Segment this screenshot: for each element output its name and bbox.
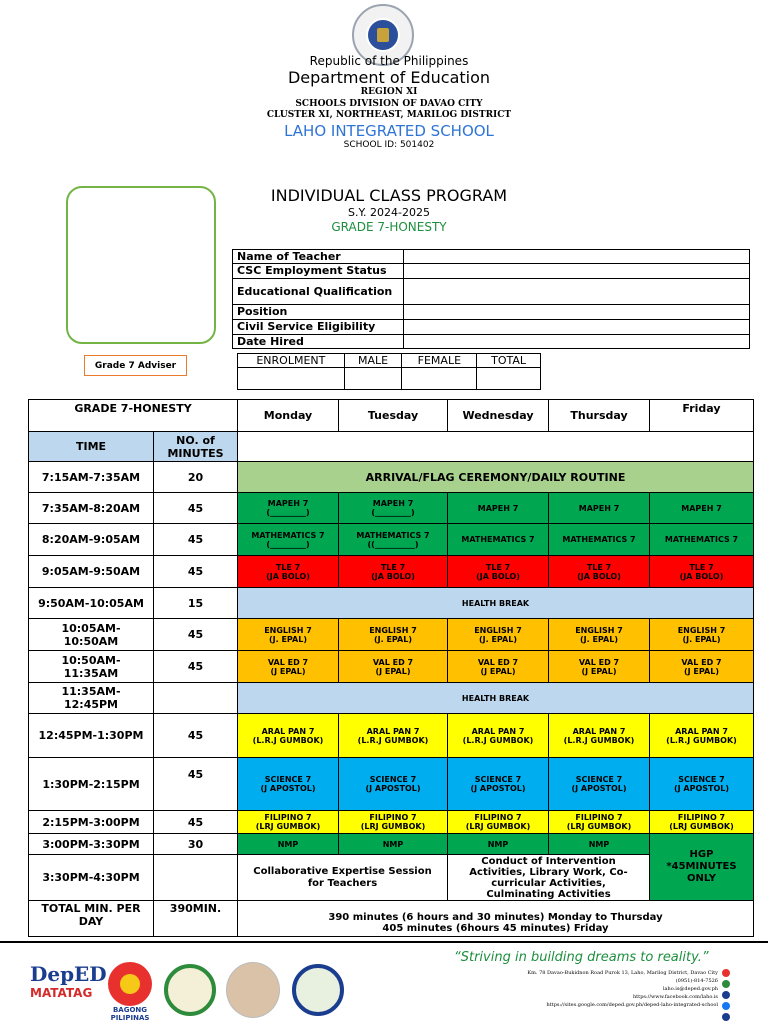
bagong-pilipinas-logo bbox=[98, 962, 162, 1020]
division-text: SCHOOLS DIVISION OF DAVAO CITY bbox=[295, 99, 483, 109]
info-value[interactable] bbox=[404, 279, 750, 305]
principal-photo bbox=[226, 962, 290, 1020]
arrival-routine-cell: ARRIVAL/FLAG CEREMONY/DAILY ROUTINE bbox=[238, 462, 754, 493]
subject-cell: FILIPINO 7 (LRJ GUMBOK) bbox=[238, 811, 339, 834]
minutes-cell: 45 bbox=[154, 714, 238, 758]
info-value[interactable] bbox=[404, 305, 750, 320]
health-break-cell: HEALTH BREAK bbox=[238, 683, 754, 714]
day-monday: Monday bbox=[238, 400, 339, 432]
subject-cell: TLE 7 (JA BOLO) bbox=[549, 556, 650, 588]
address-text: Km. 78 Davao-Bukidnon Road Purok 13, Laho, Marilog District, Davao City bbox=[527, 970, 718, 976]
subject-cell: VAL ED 7 (J EPAL) bbox=[238, 651, 339, 683]
subject-cell: MATHEMATICS 7 bbox=[650, 524, 754, 556]
deped-matatag-logo bbox=[30, 962, 107, 1020]
info-label: CSC Employment Status bbox=[233, 264, 404, 279]
blank-header bbox=[238, 432, 754, 462]
adviser-label: Grade 7 Adviser bbox=[84, 355, 187, 376]
minutes-cell: 30 bbox=[154, 834, 238, 855]
male-value[interactable] bbox=[344, 368, 402, 390]
deped-logo-text: DepED bbox=[30, 962, 107, 986]
minutes-cell bbox=[154, 683, 238, 714]
total-note: 390 minutes (6 hours and 30 minutes) Monday to Thursday 405 minutes (6hours 45 minutes) Friday bbox=[238, 901, 754, 937]
time-cell: 3:00PM-3:30PM bbox=[29, 834, 154, 855]
minutes-cell bbox=[154, 855, 238, 901]
matatag-logo-text: MATATAG bbox=[30, 986, 93, 1000]
subject-cell: ENGLISH 7 (J. EPAL) bbox=[650, 619, 754, 651]
minutes-header: NO. of MINUTES bbox=[154, 432, 238, 462]
subject-cell: MAPEH 7 bbox=[650, 493, 754, 524]
enrolment-label: ENROLMENT bbox=[238, 354, 345, 368]
subject-cell: ENGLISH 7 (J. EPAL) bbox=[238, 619, 339, 651]
subject-cell: TLE 7 (JA BOLO) bbox=[238, 556, 339, 588]
info-value[interactable] bbox=[404, 264, 750, 279]
total-value[interactable] bbox=[477, 368, 541, 390]
bagong-pilipinas-text: BAGONG PILIPINAS bbox=[110, 1006, 150, 1022]
subject-cell: ARAL PAN 7 (L.R.J GUMBOK) bbox=[339, 714, 448, 758]
globe-icon bbox=[722, 1013, 730, 1021]
total-minutes: 390MIN. bbox=[154, 901, 238, 937]
time-cell: 10:50AM- 11:35AM bbox=[29, 651, 154, 683]
time-cell: 7:15AM-7:35AM bbox=[29, 462, 154, 493]
grade-section: GRADE 7-HONESTY bbox=[331, 220, 447, 234]
info-value[interactable] bbox=[404, 320, 750, 335]
subject-cell: VAL ED 7 (J EPAL) bbox=[448, 651, 549, 683]
minutes-cell: 20 bbox=[154, 462, 238, 493]
health-break-cell: HEALTH BREAK bbox=[238, 588, 754, 619]
subject-cell: ARAL PAN 7 (L.R.J GUMBOK) bbox=[448, 714, 549, 758]
info-label: Position bbox=[233, 305, 404, 320]
facebook-link[interactable]: https://www.facebook.com/laho.is bbox=[632, 994, 718, 1000]
subject-cell: SCIENCE 7 (J APOSTOL) bbox=[650, 758, 754, 811]
hgp-cell: HGP *45MINUTES ONLY bbox=[650, 834, 754, 901]
subject-cell: ARAL PAN 7 (L.R.J GUMBOK) bbox=[650, 714, 754, 758]
subject-cell: MAPEH 7 bbox=[549, 493, 650, 524]
info-label: Civil Service Eligibility bbox=[233, 320, 404, 335]
grade-header: GRADE 7-HONESTY bbox=[29, 400, 238, 432]
minutes-cell: 45 bbox=[154, 524, 238, 556]
info-value[interactable] bbox=[404, 335, 750, 349]
time-cell: 7:35AM-8:20AM bbox=[29, 493, 154, 524]
total-header: TOTAL bbox=[477, 354, 541, 368]
phone-icon bbox=[722, 980, 730, 988]
subject-cell: SCIENCE 7 (J APOSTOL) bbox=[549, 758, 650, 811]
info-label: Date Hired bbox=[233, 335, 404, 349]
footer-divider bbox=[0, 941, 768, 943]
school-slogan: “Striving in building dreams to reality.” bbox=[454, 950, 709, 965]
time-cell: 12:45PM-1:30PM bbox=[29, 714, 154, 758]
info-value[interactable] bbox=[404, 250, 750, 264]
division-seal-logo bbox=[164, 964, 228, 1022]
school-name: LAHO INTEGRATED SCHOOL bbox=[284, 122, 494, 140]
subject-cell: FILIPINO 7 (LRJ GUMBOK) bbox=[339, 811, 448, 834]
subject-cell: VAL ED 7 (J EPAL) bbox=[549, 651, 650, 683]
total-label: TOTAL MIN. PER DAY bbox=[29, 901, 154, 937]
subject-cell: NMP bbox=[339, 834, 448, 855]
subject-cell: FILIPINO 7 (LRJ GUMBOK) bbox=[549, 811, 650, 834]
school-id: SCHOOL ID: 501402 bbox=[343, 140, 435, 150]
subject-cell: MAPEH 7 (_________) bbox=[238, 493, 339, 524]
subject-cell: NMP bbox=[238, 834, 339, 855]
subject-cell: VAL ED 7 (J EPAL) bbox=[339, 651, 448, 683]
subject-cell: SCIENCE 7 (J APOSTOL) bbox=[448, 758, 549, 811]
collaborative-session-cell: Collaborative Expertise Session for Teachers bbox=[238, 855, 448, 901]
subject-cell: MAPEH 7 bbox=[448, 493, 549, 524]
teacher-info-table bbox=[232, 249, 750, 349]
minutes-cell: 45 bbox=[154, 493, 238, 524]
male-header: MALE bbox=[344, 354, 402, 368]
day-friday: Friday bbox=[650, 400, 754, 432]
region-text: REGION XI bbox=[360, 87, 418, 97]
time-header: TIME bbox=[29, 432, 154, 462]
minutes-cell: 45 bbox=[154, 651, 238, 683]
contact-icons bbox=[722, 969, 738, 1024]
contact-info bbox=[456, 969, 718, 1009]
subject-cell: ARAL PAN 7 (L.R.J GUMBOK) bbox=[549, 714, 650, 758]
email-icon bbox=[722, 991, 730, 999]
facebook-icon bbox=[722, 1002, 730, 1010]
time-cell: 8:20AM-9:05AM bbox=[29, 524, 154, 556]
website-link[interactable]: https://sites.google.com/deped.gov.ph/deped-laho-integrated-school bbox=[546, 1002, 718, 1008]
subject-cell: NMP bbox=[448, 834, 549, 855]
subject-cell: SCIENCE 7 (J APOSTOL) bbox=[339, 758, 448, 811]
time-cell: 10:05AM- 10:50AM bbox=[29, 619, 154, 651]
time-cell: 3:30PM-4:30PM bbox=[29, 855, 154, 901]
minutes-cell: 45 bbox=[154, 758, 238, 811]
subject-cell: MATHEMATICS 7 (_________) bbox=[238, 524, 339, 556]
subject-cell: MATHEMATICS 7 ((__________) bbox=[339, 524, 448, 556]
subject-cell: ENGLISH 7 (J. EPAL) bbox=[339, 619, 448, 651]
minutes-cell: 45 bbox=[154, 556, 238, 588]
subject-cell: TLE 7 (JA BOLO) bbox=[448, 556, 549, 588]
cluster-text: CLUSTER XI, NORTHEAST, MARILOG DISTRICT bbox=[266, 110, 512, 120]
info-label: Educational Qualification bbox=[233, 279, 404, 305]
info-label: Name of Teacher bbox=[233, 250, 404, 264]
female-value[interactable] bbox=[402, 368, 477, 390]
subject-cell: MATHEMATICS 7 bbox=[549, 524, 650, 556]
minutes-cell: 45 bbox=[154, 811, 238, 834]
time-cell: 9:05AM-9:50AM bbox=[29, 556, 154, 588]
program-title: INDIVIDUAL CLASS PROGRAM bbox=[270, 186, 508, 205]
email-link[interactable]: laho.is@deped.gov.ph bbox=[662, 986, 718, 992]
republic-text: Republic of the Philippines bbox=[309, 54, 469, 68]
enrolment-table bbox=[237, 353, 541, 390]
female-header: FEMALE bbox=[402, 354, 477, 368]
time-cell: 1:30PM-2:15PM bbox=[29, 758, 154, 811]
day-thursday: Thursday bbox=[549, 400, 650, 432]
subject-cell: ENGLISH 7 (J. EPAL) bbox=[549, 619, 650, 651]
intervention-activities-cell: Conduct of Intervention Activities, Library Work, Co- curricular Activities, Culminating Activities bbox=[448, 855, 650, 901]
subject-cell: VAL ED 7 (J EPAL) bbox=[650, 651, 754, 683]
enrolment-blank bbox=[238, 368, 345, 390]
school-seal-logo bbox=[292, 964, 356, 1022]
subject-cell: NMP bbox=[549, 834, 650, 855]
subject-cell: ARAL PAN 7 (L.R.J GUMBOK) bbox=[238, 714, 339, 758]
subject-cell: ENGLISH 7 (J. EPAL) bbox=[448, 619, 549, 651]
department-title: Department of Education bbox=[287, 68, 491, 87]
subject-cell: MATHEMATICS 7 bbox=[448, 524, 549, 556]
location-icon bbox=[722, 969, 730, 977]
subject-cell: TLE 7 (JA BOLO) bbox=[339, 556, 448, 588]
schedule-table bbox=[28, 399, 754, 937]
subject-cell: FILIPINO 7 (LRJ GUMBOK) bbox=[448, 811, 549, 834]
subject-cell: TLE 7 (JA BOLO) bbox=[650, 556, 754, 588]
day-wednesday: Wednesday bbox=[448, 400, 549, 432]
phone-text: (0951)-814-7526 bbox=[675, 978, 718, 984]
time-cell: 11:35AM- 12:45PM bbox=[29, 683, 154, 714]
subject-cell: SCIENCE 7 (J APOSTOL) bbox=[238, 758, 339, 811]
school-year: S.Y. 2024-2025 bbox=[348, 206, 430, 219]
photo-placeholder bbox=[66, 186, 216, 344]
minutes-cell: 15 bbox=[154, 588, 238, 619]
minutes-cell: 45 bbox=[154, 619, 238, 651]
subject-cell: FILIPINO 7 (LRJ GUMBOK) bbox=[650, 811, 754, 834]
time-cell: 2:15PM-3:00PM bbox=[29, 811, 154, 834]
time-cell: 9:50AM-10:05AM bbox=[29, 588, 154, 619]
subject-cell: MAPEH 7 (_________) bbox=[339, 493, 448, 524]
day-tuesday: Tuesday bbox=[339, 400, 448, 432]
